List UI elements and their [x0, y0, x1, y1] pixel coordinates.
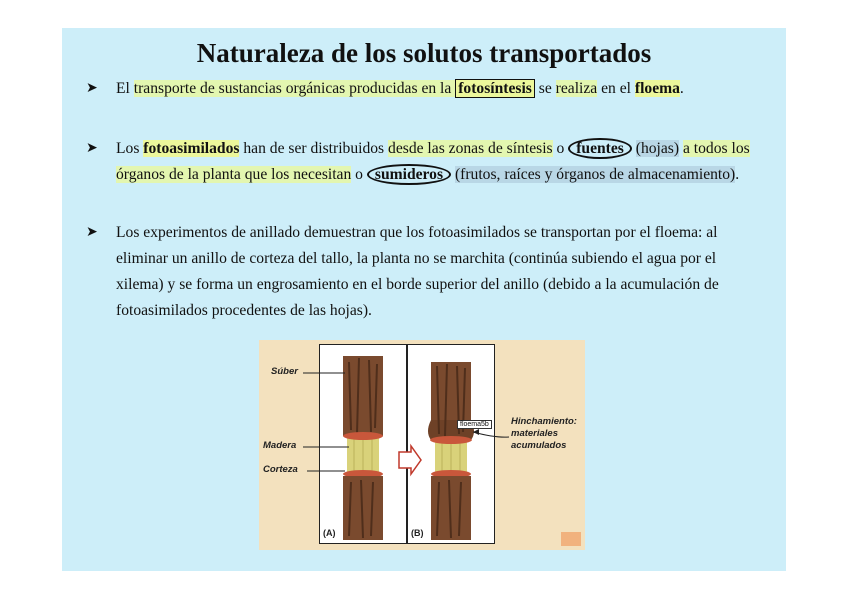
bullet-2-text: [116, 136, 766, 188]
transition-arrow: [399, 446, 421, 474]
ring-upper-a: [343, 432, 383, 440]
highlight-run: (frutos, raíces y órganos de almacenamiento): [454, 166, 736, 183]
term-floema: floema: [634, 80, 680, 97]
label-swelling-2: materiales: [511, 428, 559, 439]
bullet-3-text: Los experimentos de anillado demuestran que los fotoasimilados se transportan por el floema: al eliminar un anillo de corteza del tallo, la planta no se marchita (continúa subiendo el agua por el xilema) y se forma un engrosamiento en el borde superior del anillo (debido a la acumulación de fotoasimilados procedentes de las hojas).: [116, 224, 719, 319]
text-run: han de ser distribuidos: [239, 140, 389, 157]
highlight-run: transporte de sustancias orgánicas producidas en la: [133, 80, 456, 97]
text-run: .: [679, 80, 684, 97]
girdling-figure: [259, 340, 585, 550]
label-corteza: Corteza: [263, 464, 298, 475]
highlight-run: realiza: [555, 80, 598, 97]
slide-title: Naturaleza de los solutos transportados: [196, 38, 652, 68]
text-run: Los: [116, 140, 144, 157]
text-run: El: [116, 80, 134, 97]
circled-term-fuentes: fuentes: [568, 138, 632, 159]
circled-term-sumideros: sumideros: [367, 164, 451, 185]
label-swelling-1: Hinchamiento:: [511, 416, 577, 427]
ring-upper-b: [430, 436, 472, 444]
bullet-1-text: [116, 76, 766, 102]
slide: [62, 28, 786, 571]
arrow-bullet-icon: ➤: [86, 225, 98, 240]
corner-mark: [561, 532, 581, 546]
text-run: o: [351, 166, 367, 183]
highlight-run: (hojas): [635, 140, 680, 157]
highlight-run: desde las zonas de síntesis: [388, 140, 553, 157]
text-run: en el: [597, 80, 635, 97]
boxed-term-fotosintesis: fotosíntesis: [455, 79, 535, 98]
arrow-bullet-icon: ➤: [86, 141, 98, 156]
text-run: se: [534, 80, 556, 97]
text-run: .: [735, 166, 740, 183]
label-madera: Madera: [263, 440, 297, 451]
arrow-bullet-icon: ➤: [86, 81, 98, 96]
panel-a-label: (A): [323, 528, 336, 538]
label-swelling-3: acumulados: [511, 440, 567, 451]
panel-b-label: (B): [411, 528, 424, 538]
image-tag: floema5b: [457, 420, 492, 429]
label-suber: Súber: [271, 366, 298, 377]
highlight-run: a todos los órganos de la planta que los necesitan: [116, 140, 750, 183]
term-fotoasimilados: fotoasimilados: [143, 140, 240, 157]
text-run: o: [552, 140, 569, 157]
